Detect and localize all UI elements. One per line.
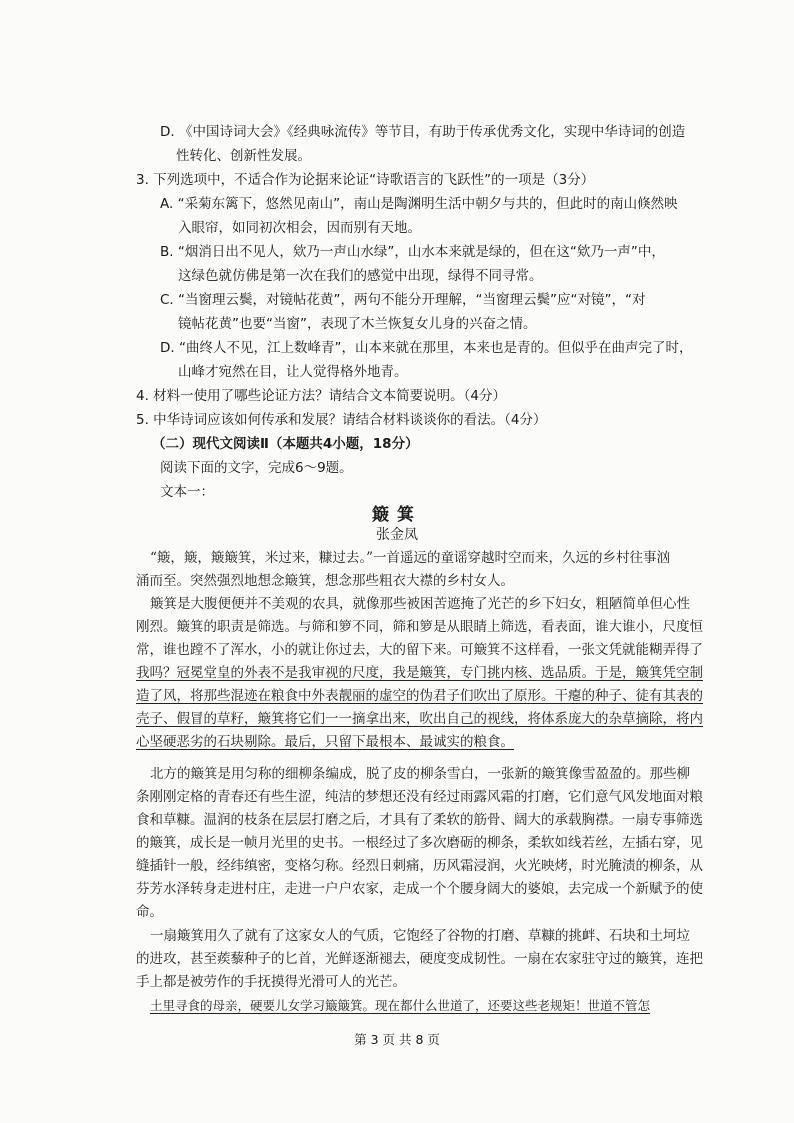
q3-option-b-line1: B. “烟消日出不见人，欸乃一声山水绿”，山水本来就是绿的，但在这“欸乃一声”中， [160,244,665,260]
p2-line-3: 常，谁也蹚不了浑水，小的就让你过去，大的留下来。可簸箕不这样看，一张文凭就能糊弄得了 [136,642,703,658]
text-label: 文本一： [160,484,214,500]
p2-line-4: 我吗？冠冕堂皇的外表不是我审视的尺度，我是簸箕，专门挑内核、选品质。于是，簸箕凭空制 [136,665,703,681]
p4-line-1: 一扇簸箕用久了就有了这家女人的气质，它饱经了谷物的打磨、草糠的挑衅、石块和土坷垃 [150,928,690,944]
q3-option-d-line2: 山峰才宛然在目，让人觉得格外地青。 [178,364,408,380]
p3-line-3: 食和草糠。温润的枝条在层层打磨之后，才具有了柔软的筋骨、阔大的承载胸襟。一扇专事筛选 [136,812,703,828]
q5-stem: 5. 中华诗词应该如何传承和发展？请结合材料谈谈你的看法。（4分） [136,412,547,428]
p2-line-2: 刚烈。簸箕的职责是筛选。与筛和箩不同，筛和箩是从眼睛上筛选，看表面，谁大谁小，尺度恒 [136,619,703,635]
q3-option-d-line1: D. “曲终人不见，江上数峰青”，山本来就在那里，本来也是青的。但似乎在曲声完了时， [160,340,693,356]
section-heading: （二）现代文阅读Ⅱ（本题共4小题，18分） [152,436,419,452]
p3-line-5: 缝插针一般，经纬缜密，变格匀称。经烈日刺痛，历风霜浸润，火光映烤，时光腌渍的柳条，从 [136,858,703,874]
q3-option-b-line2: 这绿色就仿佛是第一次在我们的感觉中出现，绿得不同寻常。 [178,268,543,284]
p4-line-3: 手上都是被劳作的手抚摸得光滑可人的光芒。 [136,974,406,990]
section-instruction: 阅读下面的文字，完成6～9题。 [160,460,353,476]
q3-stem: 3. 下列选项中，不适合作为论据来论证“诗歌语言的飞跃性”的一项是（3分） [136,172,595,188]
q2-option-d-line2: 性转化、创新性发展。 [176,148,311,164]
q3-option-c-line1: C. “当窗理云鬓，对镜帖花黄”，两句不能分开理解，“当窗理云鬓”应“对镜”，“对 [160,292,646,308]
p3-line-2: 条刚刚定格的青春还有些生涩，纯洁的梦想还没有经过雨露风霜的打磨，它们意气风发地面对粮 [136,789,703,805]
essay-title: 簸箕 [372,505,422,525]
p3-line-4: 的簸箕，成长是一帧月光里的史书。一根经过了多次磨砺的柳条，柔软如线若丝，左插右穿，见 [136,835,703,851]
p2-line-6: 壳子、假冒的草籽，簸箕将它们一一摘拿出来，吹出自己的视线，将体系庞大的杂草摘除，将内 [136,711,703,727]
p2-line-5: 造了风，将那些混迹在粮食中外表靓丽的虚空的伪君子们吹出了原形。干瘪的种子、徒有其表的 [136,688,703,704]
p2-line-7: 心坚硬恶劣的石块剔除。最后，只留下最根本、最诚实的粮食。 [136,734,514,750]
q2-option-d-line1: D. 《中国诗词大会》《经典咏流传》等节目，有助于传承优秀文化，实现中华诗词的创造 [160,124,686,140]
q3-option-a-line2: 入眼帘，如同初次相会，因而别有天地。 [178,220,421,236]
p1-line-2: 涌而至。突然强烈地想念簸箕，想念那些粗衣大襟的乡村女人。 [136,573,514,589]
p2-line-1: 簸箕是大腹便便并不美观的农具，就像那些被困苦遮掩了光芒的乡下妇女，粗陋简单但心性 [150,596,690,612]
q3-option-a-line1: A. “采菊东篱下，悠然见南山”，南山是陶渊明生活中朝夕与共的，但此时的南山倏然映 [160,196,678,212]
q4-stem: 4. 材料一使用了哪些论证方法？请结合文本简要说明。（4分） [136,388,507,404]
p3-line-7: 命。 [136,904,163,920]
p4-line-2: 的进攻，甚至蒺藜种子的匕首，光鲜逐渐褪去，硬度变成韧性。一扇在农家驻守过的簸箕，连把 [136,951,703,967]
p1-line-1: “簸，簸，簸簸箕，米过来，糠过去。”一首遥远的童谣穿越时空而来，久远的乡村往事汹 [150,550,671,566]
essay-author: 张金凤 [376,527,418,543]
p5-line-1: 土里寻食的母亲，硬要儿女学习簸簸箕。现在都什么世道了，还要这些老规矩！世道不管怎 [150,998,651,1013]
q3-option-c-line2: 镜帖花黄”也要“当窗”，表现了木兰恢复女儿身的兴奋之情。 [178,316,537,332]
p3-line-1: 北方的簸箕是用匀称的细柳条编成，脱了皮的柳条雪白，一张新的簸箕像雪盈盈的。那些柳 [150,766,690,782]
page-footer: 第 3 页 共 8 页 [354,1032,440,1047]
p3-line-6: 芬芳水泽转身走进村庄，走进一户户农家，走成一个个腰身阔大的婆娘，去完成一个新赋予的使 [136,881,703,897]
